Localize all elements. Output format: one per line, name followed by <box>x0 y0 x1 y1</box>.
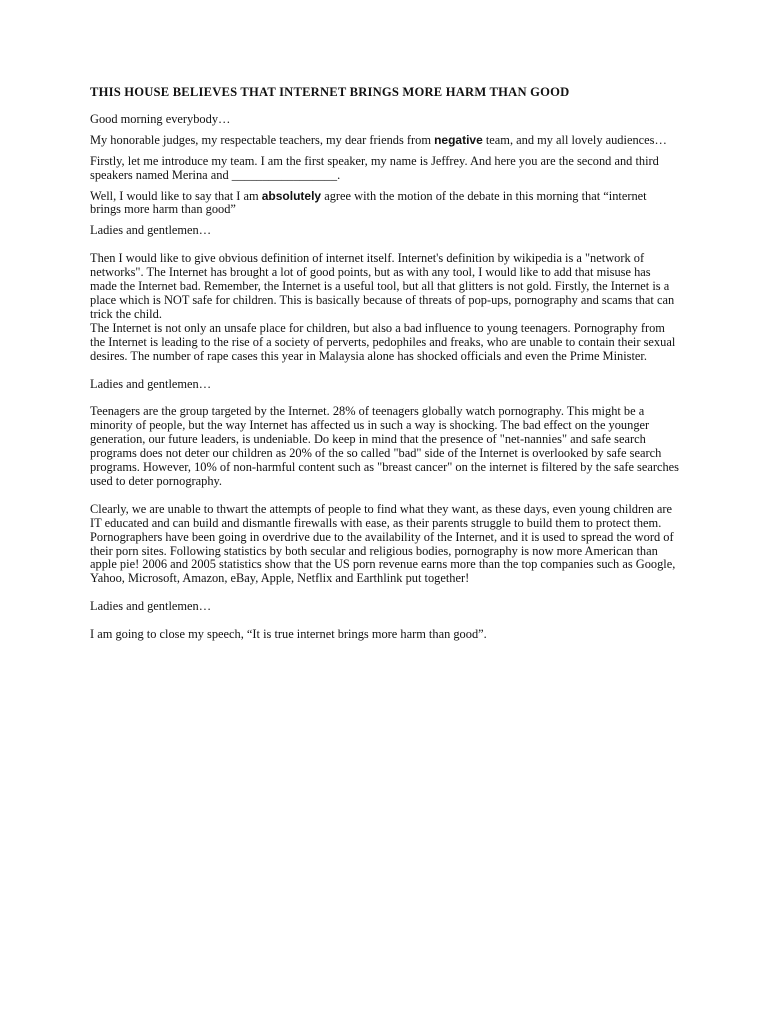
judges-text-after: team, and my all lovely audiences… <box>482 132 667 147</box>
judges-text-before: My honorable judges, my respectable teachers, my dear friends from <box>90 132 435 147</box>
agree-text-after: agree with the motion of the debate in this morning that “internet brings more harm than good” <box>90 188 647 217</box>
judges-text-bold: negative <box>434 132 483 147</box>
teenagers-paragraph: Teenagers are the group targeted by the Internet. 28% of teenagers globally watch pornography. This might be a minority of people, but the way Internet has affected us in such a way is shocking. The bad effect on the younger generation, our future leaders, is undeniable. Do keep in mind that the presence of "net-nannies" and safe search programs does not deter our children as 20% of the so called "bad" side of the Internet is overlooked by safe search programs. However, 10% of non-harmful content such as "breast cancer" on the internet is filtered by the safe searches used to deter pornography. <box>90 404 680 488</box>
greeting-paragraph: Good morning everybody… <box>90 111 231 126</box>
intro-paragraph: Firstly, let me introduce my team. I am the first speaker, my name is Jeffrey. And here you are the second and third speakers named Merina and _________________. <box>90 153 659 182</box>
agree-text-bold: absolutely <box>261 188 322 203</box>
agree-text-before: Well, I would like to say that I am <box>90 188 262 203</box>
document-title: THIS HOUSE BELIEVES THAT INTERNET BRINGS MORE HARM THAN GOOD <box>90 85 570 99</box>
clearly-paragraph: Clearly, we are unable to thwart the attempts of people to find what they want, as these days, even young children are IT educated and can build and dismantle firewalls with ease, as their parents struggle to build them to protect them. Pornographers have been going in overdrive due to the availability of the Internet, and it is used to spread the word of their porn sites. Following statistics by both secular and religious bodies, pornography is now more American than apple pie! 2006 and 2005 statistics show that the US porn revenue earns more than the top companies such as Google, Yahoo, Microsoft, Amazon, eBay, Apple, Netflix and Earthlink put together! <box>90 501 676 586</box>
document-page <box>90 86 680 649</box>
ladies-gentlemen-1: Ladies and gentlemen… <box>90 223 212 238</box>
closing-paragraph: I am going to close my speech, “It is true internet brings more harm than good”. <box>90 627 487 642</box>
ladies-gentlemen-3: Ladies and gentlemen… <box>90 599 212 614</box>
unsafe-paragraph: The Internet is not only an unsafe place for children, but also a bad influence to young teenagers. Pornography from the Internet is leading to the rise of a society of perverts, pedophiles and freaks, who are unable to contain their sexual desires. The number of rape cases this year in Malaysia alone has shocked officials and even the Prime Minister. <box>90 320 676 363</box>
agree-paragraph <box>90 190 680 218</box>
definition-paragraph: Then I would like to give obvious definition of internet itself. Internet's definition by wikipedia is a "network of networks". The Internet has brought a lot of good points, but as with any tool, I would like to add that misuse has made the Internet bad. Remember, the Internet is a useful tool, but all that glitters is not gold. Firstly, the Internet is a place which is NOT safe for children. This is basically because of threats of pop-ups, pornography and scams that can trick the child. <box>90 251 675 321</box>
judges-paragraph <box>90 134 680 148</box>
ladies-gentlemen-2: Ladies and gentlemen… <box>90 376 212 391</box>
